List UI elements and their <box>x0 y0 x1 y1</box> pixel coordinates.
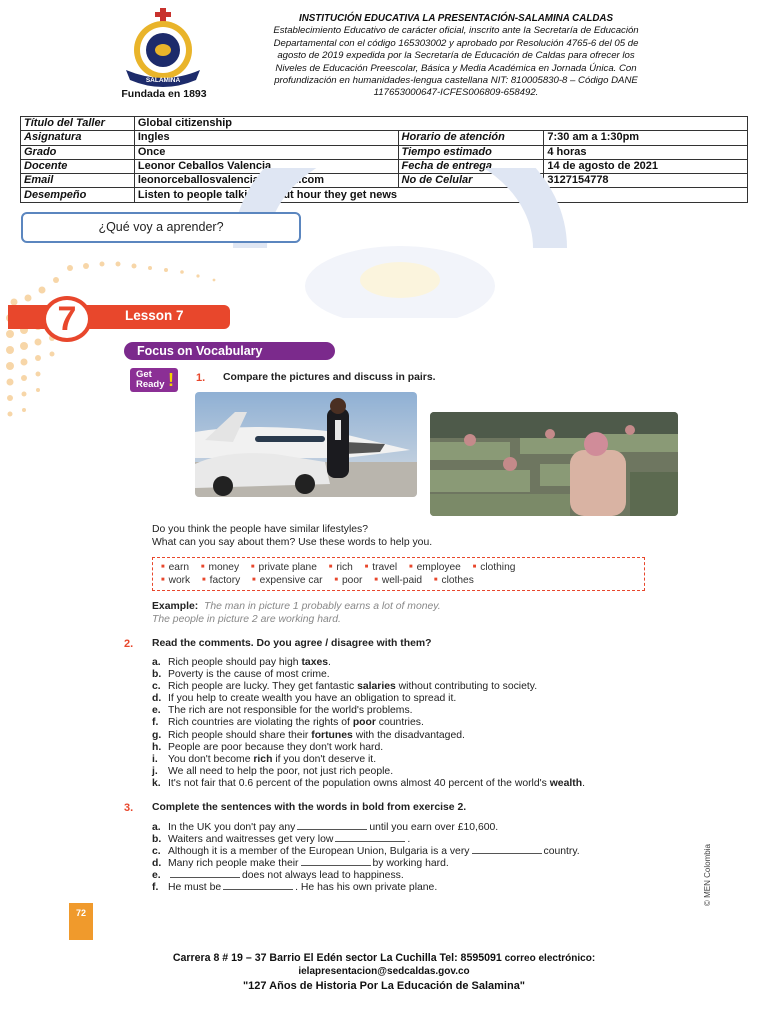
fecha-label: Fecha de entrega <box>398 159 544 173</box>
list-item <box>152 869 580 881</box>
word-bank-item: ■ earn <box>161 561 189 574</box>
fecha-value: 14 de agosto de 2021 <box>544 159 748 173</box>
word-bank <box>152 557 645 591</box>
list-item <box>152 742 585 754</box>
celular-value: 3127154778 <box>544 174 748 188</box>
list-item <box>152 681 585 693</box>
seal-watermark-icon <box>230 168 570 318</box>
item-text: It's not fair that 0.6 percent of the population owns almost 40 percent of the world's <box>168 777 550 789</box>
get-ready-badge <box>130 368 178 392</box>
list-item <box>152 881 580 893</box>
item-text: Poverty is the cause of most crime. <box>168 669 330 681</box>
word-bank-item: ■ work <box>161 574 190 587</box>
question-line: Do you think the people have similar lifestyles? <box>152 524 369 535</box>
exercise-2-instruction: Read the comments. Do you agree / disagree with them? <box>152 638 432 649</box>
institution-name: INSTITUCIÓN EDUCATIVA LA PRESENTACIÓN-SALAMINA CALDAS <box>298 13 614 24</box>
item-text: Rich people should share their <box>168 729 312 741</box>
item-text: countries. <box>375 717 424 729</box>
asignatura-value: Ingles <box>134 131 398 145</box>
page-number: 72 <box>69 903 93 940</box>
institution-line: profundización en humanidades-lengua castellana NIT: 810005830-8 – Código DANE <box>274 75 638 87</box>
item-keyword: rich <box>253 753 273 765</box>
grado-label: Grado <box>21 145 135 159</box>
institution-line: Establecimiento Educativo de carácter oficial, inscrito ante la Secretaría de Educación <box>273 25 639 37</box>
list-item <box>152 857 580 869</box>
desempeno-value: Listen to people talking about hour they get news <box>134 188 747 202</box>
item-keyword: poor <box>352 717 376 729</box>
item-text: You don't become <box>168 753 254 765</box>
item-text: The rich are not responsible for the world's problems. <box>168 705 413 717</box>
footer-address: Carrera 8 # 19 – 37 Barrio El Edén sector La Cuchilla Tel: 8595091 <box>172 952 502 964</box>
item-letter: c. <box>152 681 161 693</box>
list-item <box>152 754 585 766</box>
item-letter: d. <box>152 693 162 705</box>
word-bank-item: ■ well-paid <box>374 574 422 587</box>
horario-label: Horario de atención <box>398 131 544 145</box>
footer-address-line <box>0 952 768 964</box>
email-value[interactable]: leonorceballosvalencia@gmail.com <box>134 174 398 188</box>
word-bank-item: ■ money <box>201 561 239 574</box>
word-bank-item: ■ clothes <box>434 574 474 587</box>
list-item <box>152 778 585 790</box>
side-credit-text: © MEN Colombia <box>703 844 712 906</box>
exercise-1-instruction: Compare the pictures and discuss in pairs. <box>223 372 436 383</box>
example-line: The people in picture 2 are working hard. <box>152 613 341 625</box>
item-text: Rich countries are violating the rights of <box>168 717 353 729</box>
answer-blank[interactable] <box>223 881 293 890</box>
answer-blank[interactable] <box>170 869 240 878</box>
tiempo-value: 4 horas <box>544 145 748 159</box>
table-row <box>21 131 748 145</box>
desempeno-label: Desempeño <box>21 188 135 202</box>
item-keyword: wealth <box>549 777 583 789</box>
item-text: Rich people are lucky. They get fantastic <box>168 681 358 693</box>
item-text: without contributing to society. <box>395 681 538 693</box>
exercise-1-questions <box>152 524 432 549</box>
founded-year: Fundada en 1893 <box>121 88 207 100</box>
example-line: The man in picture 1 probably earns a lot of money. <box>203 601 441 612</box>
answer-blank[interactable] <box>301 857 371 866</box>
item-keyword: salaries <box>357 681 396 693</box>
institution-line: Niveles de Educación Preescolar, Básica y Media Académica en Jornada Única. Con <box>275 62 637 74</box>
item-text: . He has his own private plane. <box>295 882 438 894</box>
item-letter: g. <box>152 729 162 741</box>
list-item <box>152 705 585 717</box>
lesson-number: 7 <box>42 296 92 342</box>
item-text: People are poor because they don't work hard. <box>168 741 384 753</box>
item-text: Waiters and waitresses get very low <box>168 834 334 846</box>
item-letter: j. <box>152 765 158 777</box>
answer-blank[interactable] <box>472 845 542 854</box>
item-letter: e. <box>152 705 161 717</box>
item-letter: h. <box>152 741 162 753</box>
list-item <box>152 669 585 681</box>
table-row <box>21 145 748 159</box>
seal-ribbon-text: SALAMINA <box>145 77 181 84</box>
list-item <box>152 766 585 778</box>
item-keyword: taxes <box>301 657 329 668</box>
list-item <box>152 717 585 729</box>
item-letter: a. <box>152 822 161 833</box>
item-text: . <box>407 834 411 846</box>
table-row <box>21 117 748 131</box>
institution-line: Departamental con el código 165303002 y aprobado por Resolución 4765-6 del 05 de <box>273 37 639 49</box>
item-letter: a. <box>152 657 161 668</box>
list-item <box>152 821 580 833</box>
tiempo-label: Tiempo estimado <box>398 145 544 159</box>
school-seal-icon <box>118 8 208 90</box>
footer-motto: "127 Años de Historia Por La Educación de Salamina" <box>242 980 526 992</box>
item-text: until you earn over £10,600. <box>369 822 499 833</box>
email-label: Email <box>21 174 135 188</box>
institution-header <box>236 13 676 100</box>
item-letter: e. <box>152 870 161 882</box>
item-letter: i. <box>152 753 158 765</box>
item-text: He must be <box>168 882 222 894</box>
footer-email-label: correo electrónico: <box>501 953 596 964</box>
answer-blank[interactable] <box>335 833 405 842</box>
footer-email[interactable]: ielapresentacion@sedcaldas.gov.co <box>298 966 470 977</box>
exercise-3-instruction: Complete the sentences with the words in bold from exercise 2. <box>152 802 467 813</box>
learn-box: ¿Qué voy a aprender? <box>21 212 301 243</box>
item-letter: f. <box>152 882 159 894</box>
answer-blank[interactable] <box>297 821 367 830</box>
celular-label: No de Celular <box>398 174 544 188</box>
item-text: Rich people should pay high <box>168 657 302 668</box>
item-keyword: fortunes <box>311 729 353 741</box>
word-bank-row <box>161 574 644 587</box>
docente-value: Leonor Ceballos Valencia <box>134 159 398 173</box>
item-letter: b. <box>152 669 162 681</box>
institution-line: agosto de 2019 expedida por la Secretaría de Educación de Caldas para ofrecer los <box>277 50 635 62</box>
item-letter: b. <box>152 834 162 846</box>
item-letter: f. <box>152 717 159 729</box>
section-heading: Focus on Vocabulary <box>124 342 335 360</box>
list-item <box>152 845 580 857</box>
word-bank-item: ■ private plane <box>251 561 317 574</box>
lesson-title: Lesson 7 <box>125 308 184 323</box>
example-label: Example: <box>152 601 199 612</box>
exercise-2-list <box>152 657 585 790</box>
example-block <box>152 601 441 626</box>
list-item <box>152 730 585 742</box>
titulo-label: Título del Taller <box>21 117 135 131</box>
item-letter: c. <box>152 846 161 858</box>
grado-value: Once <box>134 145 398 159</box>
institution-line: 117653000647-ICFES006809-658492. <box>373 87 539 99</box>
item-letter: k. <box>152 777 161 789</box>
item-text: We all need to help the poor, not just rich people. <box>168 765 394 777</box>
item-text: Many rich people make their <box>168 858 299 870</box>
word-bank-row <box>161 561 644 574</box>
exercise-1-number: 1. <box>196 372 206 384</box>
titulo-value: Global citizenship <box>134 117 747 131</box>
word-bank-item: ■ employee <box>409 561 461 574</box>
exercise-3-number: 3. <box>124 802 134 814</box>
word-bank-item: ■ factory <box>202 574 240 587</box>
item-text: country. <box>543 846 580 858</box>
get-ready-line: Ready <box>136 379 165 390</box>
item-text: . <box>328 657 331 668</box>
businessman-private-jet-photo <box>195 392 417 497</box>
word-bank-item: ■ rich <box>329 561 353 574</box>
exercise-3-list <box>152 821 580 894</box>
item-text: If you help to create wealth you have an obligation to spread it. <box>168 693 457 705</box>
item-letter: d. <box>152 858 162 870</box>
horario-value: 7:30 am a 1:30pm <box>544 131 748 145</box>
item-text: In the UK you don't pay any <box>168 822 296 833</box>
list-item <box>152 833 580 845</box>
item-text: . <box>582 777 585 789</box>
word-bank-item: ■ travel <box>365 561 398 574</box>
get-ready-line: Get <box>136 369 152 380</box>
word-bank-item: ■ poor <box>334 574 362 587</box>
side-credit <box>700 840 714 906</box>
asignatura-label: Asignatura <box>21 131 135 145</box>
exercise-2-number: 2. <box>124 638 134 650</box>
get-ready-bang: ! <box>168 370 174 390</box>
item-text: Although it is a member of the European Union, Bulgaria is a very <box>168 846 470 858</box>
question-line: What can you say about them? Use these words to help you. <box>152 536 433 548</box>
word-bank-item: ■ clothing <box>473 561 516 574</box>
item-text: by working hard. <box>372 858 449 870</box>
item-text: does not always lead to happiness. <box>242 870 404 882</box>
list-item <box>152 657 585 669</box>
docente-label: Docente <box>21 159 135 173</box>
word-bank-item: ■ expensive car <box>252 574 322 587</box>
list-item <box>152 693 585 705</box>
garment-factory-workers-photo <box>430 412 678 516</box>
item-text: with the disadvantaged. <box>352 729 465 741</box>
item-text: if you don't deserve it. <box>272 753 377 765</box>
